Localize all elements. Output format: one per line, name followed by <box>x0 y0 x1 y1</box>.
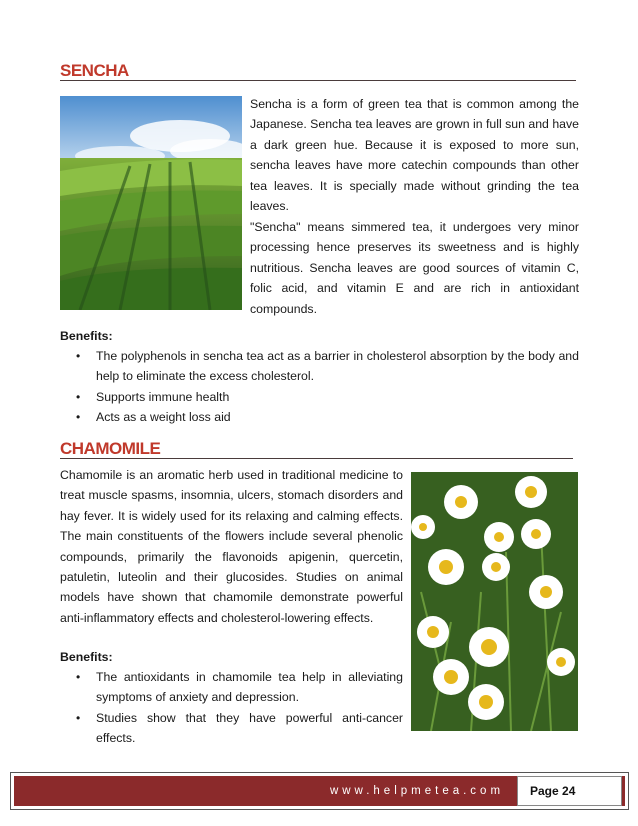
chamomile-paragraph: Chamomile is an aromatic herb used in traditional medicine to treat muscle spasms, insomnia, ulcers, stomach disorders and hay fever. It is widely used for its relaxing and calming effects. The main constituents of the flowers include several phenolic compounds, primarily the flavonoids apigenin, quercetin, patuletin, luteolin and their glucosides. Studies on animal models have shown that chamomile demonstrate powerful anti-inflammatory effects and cholesterol-lowering effects. <box>60 468 403 625</box>
sencha-paragraph-2: "Sencha" means simmered tea, it undergoes very minor processing hence preserves its sweetness and is highly nutritious. Sencha leaves are good sources of vitamin C, folic acid, and vitamin E and are rich in antioxidant compounds. <box>250 220 579 316</box>
list-item: • Acts as a weight loss aid <box>76 410 231 425</box>
footer-website: www.helpmetea.com <box>329 785 505 797</box>
page-footer <box>10 772 629 810</box>
chamomile-benefits-list <box>60 667 403 749</box>
chamomile-heading: CHAMOMILE <box>60 440 573 459</box>
sencha-heading: SENCHA <box>60 62 576 81</box>
sencha-field-photo <box>60 96 242 310</box>
sencha-benefits-list <box>60 346 579 428</box>
sencha-benefits-label: Benefits: <box>60 329 113 343</box>
list-item: • Studies show that they have powerful anti-cancer effects. <box>76 710 403 746</box>
page-number: Page 24 <box>517 776 622 806</box>
list-item: • The polyphenols in sencha tea act as a barrier in cholesterol absorption by the body and help to eliminate the excess cholesterol. <box>76 349 579 384</box>
chamomile-flowers-photo <box>411 472 578 731</box>
list-item: • Supports immune health <box>76 389 230 404</box>
sencha-paragraph-1: Sencha is a form of green tea that is common among the Japanese. Sencha tea leaves are grown in full sun and have a dark green hue. Because it is exposed to more sun, sencha leaves have more catechin compounds than other tea leaves. It is specially made without grinding the tea leaves. <box>250 97 579 214</box>
chamomile-benefits-label: Benefits: <box>60 650 113 664</box>
list-item: • The antioxidants in chamomile tea help in alleviating symptoms of anxiety and depression. <box>76 670 403 705</box>
footer-bar <box>14 776 625 806</box>
